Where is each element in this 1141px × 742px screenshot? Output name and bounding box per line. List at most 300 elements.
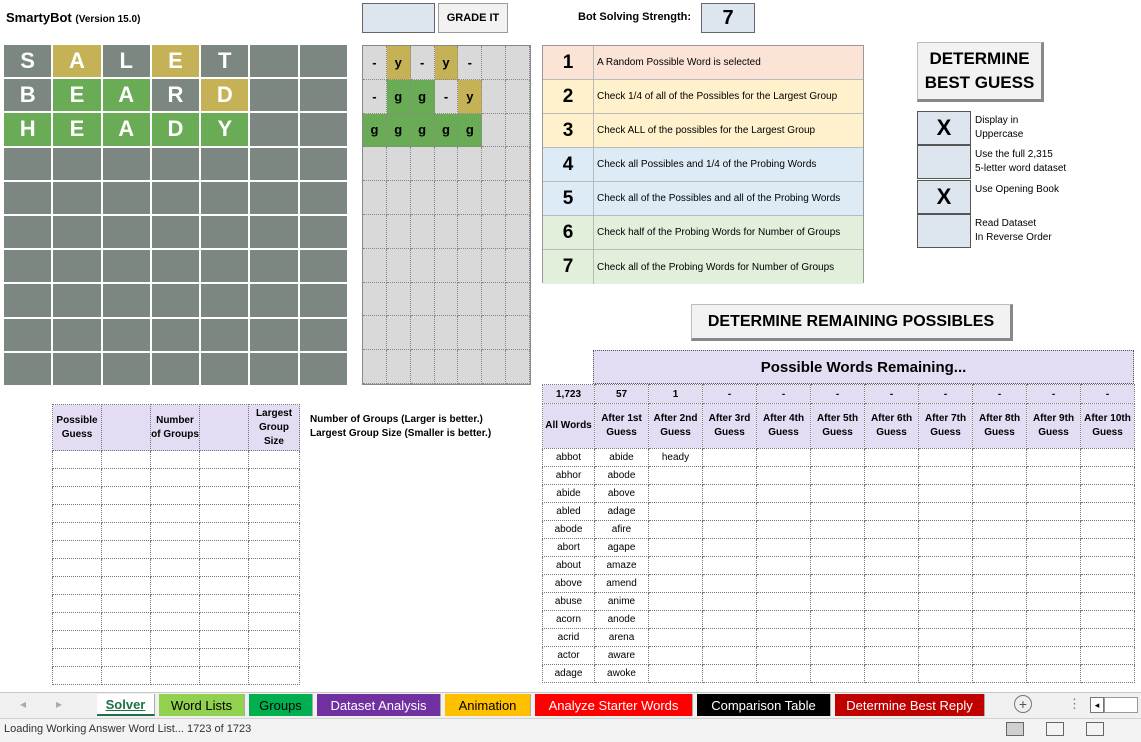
word-cell[interactable]: [703, 611, 757, 629]
word-cell[interactable]: [757, 503, 811, 521]
feedback-cell[interactable]: [387, 147, 411, 181]
feedback-cell[interactable]: g: [387, 114, 411, 148]
word-cell[interactable]: [919, 485, 973, 503]
word-cell[interactable]: [865, 665, 919, 683]
wordle-cell[interactable]: [201, 353, 248, 385]
word-cell[interactable]: [811, 629, 865, 647]
grade-it-button[interactable]: GRADE IT: [438, 3, 508, 33]
tab-comparison-table[interactable]: Comparison Table: [697, 694, 831, 716]
wordle-cell[interactable]: [152, 319, 199, 351]
word-cell[interactable]: [1081, 665, 1135, 683]
word-cell[interactable]: [865, 647, 919, 665]
feedback-cell[interactable]: [506, 215, 530, 249]
wordle-cell[interactable]: [250, 284, 297, 316]
wordle-cell[interactable]: [201, 319, 248, 351]
wordle-cell[interactable]: [152, 182, 199, 214]
guess-cell[interactable]: [102, 487, 151, 505]
guess-cell[interactable]: [200, 631, 249, 649]
word-cell[interactable]: [649, 467, 703, 485]
guess-cell[interactable]: [200, 577, 249, 595]
word-cell[interactable]: [649, 629, 703, 647]
normal-view-icon[interactable]: [1006, 722, 1024, 736]
guess-cell[interactable]: [249, 505, 300, 523]
word-cell[interactable]: [1081, 629, 1135, 647]
word-cell[interactable]: acorn: [543, 611, 595, 629]
wordle-cell[interactable]: [250, 216, 297, 248]
word-cell[interactable]: [811, 647, 865, 665]
word-cell[interactable]: [811, 665, 865, 683]
word-cell[interactable]: [919, 611, 973, 629]
guess-cell[interactable]: [102, 541, 151, 559]
guess-cell[interactable]: [200, 595, 249, 613]
wordle-cell[interactable]: [53, 250, 100, 282]
feedback-cell[interactable]: [411, 249, 435, 283]
word-cell[interactable]: [757, 593, 811, 611]
wordle-cell[interactable]: [300, 182, 347, 214]
feedback-cell[interactable]: [458, 350, 482, 384]
feedback-cell[interactable]: [435, 147, 459, 181]
word-cell[interactable]: [703, 647, 757, 665]
word-cell[interactable]: [1081, 539, 1135, 557]
guess-cell[interactable]: [200, 613, 249, 631]
wordle-cell[interactable]: A: [103, 113, 150, 145]
guess-cell[interactable]: [151, 631, 200, 649]
wordle-cell[interactable]: [152, 284, 199, 316]
determine-best-guess-button[interactable]: [917, 42, 1044, 102]
word-cell[interactable]: [811, 539, 865, 557]
feedback-cell[interactable]: [411, 350, 435, 384]
guess-cell[interactable]: [249, 649, 300, 667]
word-cell[interactable]: above: [595, 485, 649, 503]
word-cell[interactable]: [1027, 485, 1081, 503]
word-cell[interactable]: [973, 521, 1027, 539]
word-cell[interactable]: [757, 485, 811, 503]
guess-cell[interactable]: [200, 451, 249, 469]
word-cell[interactable]: [649, 665, 703, 683]
strategy-row-6[interactable]: [543, 216, 863, 250]
strategy-row-5[interactable]: [543, 182, 863, 216]
wordle-cell[interactable]: S: [4, 45, 51, 77]
feedback-cell[interactable]: [458, 181, 482, 215]
guess-cell[interactable]: [151, 649, 200, 667]
word-cell[interactable]: anode: [595, 611, 649, 629]
word-cell[interactable]: [919, 575, 973, 593]
word-cell[interactable]: [757, 647, 811, 665]
word-cell[interactable]: [973, 593, 1027, 611]
word-cell[interactable]: [1081, 503, 1135, 521]
wordle-cell[interactable]: [53, 353, 100, 385]
word-cell[interactable]: above: [543, 575, 595, 593]
word-cell[interactable]: [649, 503, 703, 521]
word-cell[interactable]: [865, 485, 919, 503]
wordle-cell[interactable]: [152, 353, 199, 385]
word-cell[interactable]: [811, 467, 865, 485]
guess-cell[interactable]: [249, 613, 300, 631]
word-cell[interactable]: [757, 557, 811, 575]
feedback-cell[interactable]: [411, 181, 435, 215]
feedback-cell[interactable]: [435, 350, 459, 384]
wordle-cell[interactable]: [300, 148, 347, 180]
word-cell[interactable]: [649, 575, 703, 593]
word-cell[interactable]: [703, 665, 757, 683]
wordle-cell[interactable]: [53, 148, 100, 180]
feedback-cell[interactable]: [506, 80, 530, 114]
word-cell[interactable]: [1081, 449, 1135, 467]
strategy-row-2[interactable]: [543, 80, 863, 114]
guess-cell[interactable]: [200, 667, 249, 685]
wordle-cell[interactable]: R: [152, 79, 199, 111]
word-cell[interactable]: [811, 593, 865, 611]
page-break-view-icon[interactable]: [1086, 722, 1104, 736]
guess-cell[interactable]: [102, 577, 151, 595]
wordle-cell[interactable]: [53, 216, 100, 248]
word-cell[interactable]: [757, 575, 811, 593]
wordle-cell[interactable]: [250, 113, 297, 145]
feedback-cell[interactable]: [363, 316, 387, 350]
feedback-cell[interactable]: [435, 249, 459, 283]
word-cell[interactable]: [811, 521, 865, 539]
word-cell[interactable]: [811, 611, 865, 629]
guess-cell[interactable]: [151, 559, 200, 577]
feedback-cell[interactable]: [387, 350, 411, 384]
word-cell[interactable]: [649, 647, 703, 665]
word-cell[interactable]: [973, 539, 1027, 557]
wordle-cell[interactable]: [103, 182, 150, 214]
guess-cell[interactable]: [151, 595, 200, 613]
guess-cell[interactable]: [53, 595, 102, 613]
wordle-cell[interactable]: [201, 216, 248, 248]
feedback-cell[interactable]: [506, 181, 530, 215]
guess-cell[interactable]: [151, 469, 200, 487]
word-cell[interactable]: abuse: [543, 593, 595, 611]
feedback-cell[interactable]: [387, 215, 411, 249]
guess-cell[interactable]: [102, 631, 151, 649]
word-cell[interactable]: aware: [595, 647, 649, 665]
option-checkbox[interactable]: X: [917, 111, 971, 145]
strategy-row-3[interactable]: [543, 114, 863, 148]
feedback-cell[interactable]: [363, 350, 387, 384]
wordle-cell[interactable]: [103, 148, 150, 180]
horizontal-scrollbar[interactable]: [1104, 697, 1138, 713]
feedback-cell[interactable]: [482, 46, 506, 80]
wordle-cell[interactable]: T: [201, 45, 248, 77]
guess-cell[interactable]: [151, 451, 200, 469]
feedback-cell[interactable]: -: [363, 46, 387, 80]
word-cell[interactable]: [1081, 485, 1135, 503]
guess-cell[interactable]: [200, 505, 249, 523]
word-cell[interactable]: [1081, 521, 1135, 539]
word-cell[interactable]: anime: [595, 593, 649, 611]
wordle-cell[interactable]: [4, 216, 51, 248]
feedback-cell[interactable]: [482, 350, 506, 384]
word-cell[interactable]: [757, 449, 811, 467]
feedback-cell[interactable]: g: [387, 80, 411, 114]
guess-cell[interactable]: [102, 523, 151, 541]
word-cell[interactable]: [703, 449, 757, 467]
wordle-cell[interactable]: [4, 353, 51, 385]
word-cell[interactable]: [757, 611, 811, 629]
guess-cell[interactable]: [53, 523, 102, 541]
guess-cell[interactable]: [200, 649, 249, 667]
wordle-cell[interactable]: [201, 250, 248, 282]
guess-cell[interactable]: [249, 559, 300, 577]
wordle-cell[interactable]: [103, 284, 150, 316]
wordle-cell[interactable]: [250, 250, 297, 282]
word-cell[interactable]: [865, 539, 919, 557]
feedback-cell[interactable]: g: [458, 114, 482, 148]
tab-scroll-right-icon[interactable]: ▸: [56, 697, 63, 711]
word-cell[interactable]: abbot: [543, 449, 595, 467]
wordle-cell[interactable]: [201, 284, 248, 316]
guess-cell[interactable]: [53, 451, 102, 469]
word-cell[interactable]: [1027, 665, 1081, 683]
word-cell[interactable]: [703, 557, 757, 575]
word-cell[interactable]: [973, 503, 1027, 521]
guess-cell[interactable]: [102, 451, 151, 469]
word-cell[interactable]: afire: [595, 521, 649, 539]
guess-cell[interactable]: [53, 613, 102, 631]
wordle-cell[interactable]: Y: [201, 113, 248, 145]
wordle-cell[interactable]: [4, 319, 51, 351]
word-cell[interactable]: [919, 503, 973, 521]
page-layout-view-icon[interactable]: [1046, 722, 1064, 736]
feedback-cell[interactable]: [482, 80, 506, 114]
feedback-cell[interactable]: [506, 316, 530, 350]
feedback-cell[interactable]: [458, 283, 482, 317]
feedback-cell[interactable]: g: [435, 114, 459, 148]
wordle-cell[interactable]: [53, 284, 100, 316]
wordle-cell[interactable]: [250, 79, 297, 111]
word-cell[interactable]: [973, 449, 1027, 467]
word-cell[interactable]: [649, 593, 703, 611]
feedback-cell[interactable]: [363, 283, 387, 317]
wordle-cell[interactable]: [201, 148, 248, 180]
wordle-cell[interactable]: [103, 319, 150, 351]
guess-cell[interactable]: [151, 523, 200, 541]
tab-solver[interactable]: Solver: [97, 694, 155, 716]
guess-cell[interactable]: [102, 469, 151, 487]
bot-strength-value[interactable]: 7: [701, 3, 755, 33]
tab-word-lists[interactable]: Word Lists: [159, 694, 245, 716]
wordle-cell[interactable]: [250, 319, 297, 351]
word-cell[interactable]: [865, 611, 919, 629]
wordle-cell[interactable]: A: [53, 45, 100, 77]
wordle-cell[interactable]: E: [53, 79, 100, 111]
wordle-cell[interactable]: H: [4, 113, 51, 145]
word-cell[interactable]: [1027, 575, 1081, 593]
word-cell[interactable]: adage: [543, 665, 595, 683]
wordle-cell[interactable]: [152, 216, 199, 248]
feedback-cell[interactable]: [506, 147, 530, 181]
option-checkbox[interactable]: X: [917, 180, 971, 214]
feedback-cell[interactable]: [482, 249, 506, 283]
wordle-cell[interactable]: [4, 148, 51, 180]
word-cell[interactable]: agape: [595, 539, 649, 557]
word-cell[interactable]: [649, 611, 703, 629]
tab-scroll-left-icon[interactable]: ◂: [20, 697, 27, 711]
wordle-cell[interactable]: [152, 148, 199, 180]
word-cell[interactable]: [703, 503, 757, 521]
feedback-cell[interactable]: [482, 316, 506, 350]
word-cell[interactable]: [757, 629, 811, 647]
word-cell[interactable]: [703, 629, 757, 647]
guess-cell[interactable]: [53, 469, 102, 487]
guess-cell[interactable]: [200, 541, 249, 559]
feedback-cell[interactable]: [506, 350, 530, 384]
feedback-cell[interactable]: [482, 215, 506, 249]
tab-animation[interactable]: Animation: [445, 694, 531, 716]
word-cell[interactable]: abide: [595, 449, 649, 467]
word-cell[interactable]: [865, 503, 919, 521]
word-cell[interactable]: [865, 521, 919, 539]
feedback-cell[interactable]: g: [411, 114, 435, 148]
feedback-cell[interactable]: y: [435, 46, 459, 80]
word-cell[interactable]: [811, 557, 865, 575]
word-cell[interactable]: arena: [595, 629, 649, 647]
word-cell[interactable]: abort: [543, 539, 595, 557]
word-cell[interactable]: [865, 593, 919, 611]
guess-cell[interactable]: [151, 613, 200, 631]
wordle-cell[interactable]: [4, 250, 51, 282]
tab-analyze-starter-words[interactable]: Analyze Starter Words: [535, 694, 693, 716]
feedback-cell[interactable]: [506, 46, 530, 80]
guess-cell[interactable]: [249, 451, 300, 469]
feedback-cell[interactable]: -: [411, 46, 435, 80]
word-cell[interactable]: [973, 611, 1027, 629]
option-checkbox[interactable]: [917, 145, 971, 179]
word-cell[interactable]: [757, 467, 811, 485]
word-cell[interactable]: [919, 539, 973, 557]
word-cell[interactable]: [649, 485, 703, 503]
feedback-cell[interactable]: -: [363, 80, 387, 114]
wordle-cell[interactable]: L: [103, 45, 150, 77]
feedback-cell[interactable]: [482, 147, 506, 181]
word-cell[interactable]: [1027, 521, 1081, 539]
guess-cell[interactable]: [102, 595, 151, 613]
word-cell[interactable]: [919, 593, 973, 611]
word-cell[interactable]: [1081, 593, 1135, 611]
wordle-cell[interactable]: [300, 250, 347, 282]
wordle-cell[interactable]: [300, 113, 347, 145]
word-cell[interactable]: [703, 467, 757, 485]
guess-cell[interactable]: [151, 487, 200, 505]
feedback-cell[interactable]: [363, 215, 387, 249]
feedback-cell[interactable]: -: [435, 80, 459, 114]
word-cell[interactable]: [757, 665, 811, 683]
guess-cell[interactable]: [53, 667, 102, 685]
guess-cell[interactable]: [151, 667, 200, 685]
word-cell[interactable]: [1027, 467, 1081, 485]
tab-groups[interactable]: Groups: [249, 694, 313, 716]
feedback-cell[interactable]: y: [458, 80, 482, 114]
guess-cell[interactable]: [53, 649, 102, 667]
wordle-cell[interactable]: [4, 182, 51, 214]
word-cell[interactable]: [973, 485, 1027, 503]
feedback-cell[interactable]: [435, 215, 459, 249]
wordle-cell[interactable]: [300, 79, 347, 111]
guess-cell[interactable]: [151, 541, 200, 559]
word-cell[interactable]: [919, 629, 973, 647]
feedback-cell[interactable]: [506, 249, 530, 283]
guess-cell[interactable]: [102, 613, 151, 631]
word-cell[interactable]: awoke: [595, 665, 649, 683]
feedback-cell[interactable]: [482, 181, 506, 215]
word-cell[interactable]: [1081, 647, 1135, 665]
feedback-cell[interactable]: [435, 283, 459, 317]
wordle-cell[interactable]: [4, 284, 51, 316]
word-cell[interactable]: [865, 557, 919, 575]
word-cell[interactable]: [1027, 539, 1081, 557]
word-cell[interactable]: [973, 629, 1027, 647]
guess-cell[interactable]: [200, 469, 249, 487]
feedback-cell[interactable]: [482, 283, 506, 317]
word-cell[interactable]: [1081, 557, 1135, 575]
guess-cell[interactable]: [249, 541, 300, 559]
wordle-cell[interactable]: [103, 353, 150, 385]
guess-cell[interactable]: [200, 523, 249, 541]
guess-cell[interactable]: [249, 523, 300, 541]
guess-cell[interactable]: [249, 487, 300, 505]
feedback-cell[interactable]: [435, 181, 459, 215]
wordle-cell[interactable]: [250, 353, 297, 385]
word-cell[interactable]: [1027, 503, 1081, 521]
wordle-cell[interactable]: E: [53, 113, 100, 145]
determine-remaining-possibles-button[interactable]: DETERMINE REMAINING POSSIBLES: [691, 304, 1013, 341]
word-cell[interactable]: [811, 503, 865, 521]
word-cell[interactable]: about: [543, 557, 595, 575]
word-cell[interactable]: [919, 521, 973, 539]
feedback-cell[interactable]: -: [458, 46, 482, 80]
guess-cell[interactable]: [102, 505, 151, 523]
guess-cell[interactable]: [249, 631, 300, 649]
word-cell[interactable]: [919, 647, 973, 665]
word-cell[interactable]: [865, 467, 919, 485]
word-cell[interactable]: [1027, 611, 1081, 629]
wordle-cell[interactable]: [300, 284, 347, 316]
wordle-cell[interactable]: [103, 216, 150, 248]
feedback-cell[interactable]: [387, 316, 411, 350]
guess-cell[interactable]: [102, 667, 151, 685]
feedback-cell[interactable]: [411, 215, 435, 249]
guess-cell[interactable]: [53, 631, 102, 649]
word-cell[interactable]: [973, 467, 1027, 485]
word-cell[interactable]: [865, 629, 919, 647]
guess-cell[interactable]: [249, 577, 300, 595]
word-cell[interactable]: [919, 449, 973, 467]
grade-input-cell[interactable]: [362, 3, 435, 33]
guess-cell[interactable]: [249, 469, 300, 487]
wordle-cell[interactable]: [250, 45, 297, 77]
wordle-cell[interactable]: D: [201, 79, 248, 111]
feedback-cell[interactable]: [458, 215, 482, 249]
word-cell[interactable]: [1027, 449, 1081, 467]
feedback-cell[interactable]: [411, 147, 435, 181]
guess-cell[interactable]: [53, 559, 102, 577]
feedback-cell[interactable]: [458, 249, 482, 283]
wordle-cell[interactable]: [103, 250, 150, 282]
guess-cell[interactable]: [200, 559, 249, 577]
word-cell[interactable]: [703, 521, 757, 539]
feedback-cell[interactable]: [411, 283, 435, 317]
word-cell[interactable]: acrid: [543, 629, 595, 647]
feedback-cell[interactable]: [435, 316, 459, 350]
word-cell[interactable]: [757, 521, 811, 539]
wordle-cell[interactable]: [300, 216, 347, 248]
wordle-cell[interactable]: [250, 148, 297, 180]
strategy-row-4[interactable]: [543, 148, 863, 182]
word-cell[interactable]: [1081, 575, 1135, 593]
feedback-cell[interactable]: [482, 114, 506, 148]
